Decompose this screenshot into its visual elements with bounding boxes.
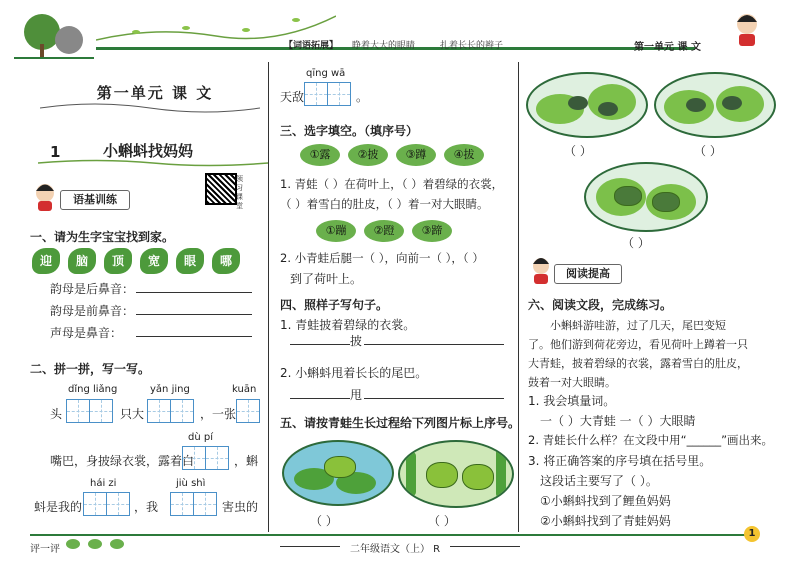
unit-title: 第一单元 课 文 [96,84,214,102]
options-row-2 [316,220,460,242]
pinyin: yǎn jing [150,384,190,395]
footer-book-title: 二年级语文（上） R [350,544,441,555]
writing-grid[interactable] [236,399,260,423]
text: 只大 [120,407,145,421]
section-badge-reading: 阅读提高 [554,264,622,284]
option: ③蹲 [396,144,436,166]
sub-question-1: 1. 我会填量词。 [528,394,616,408]
passage-line: 大青蛙，披着碧绿的衣裳，露着雪白的肚皮， [528,357,748,370]
pinyin: hái zi [90,478,117,489]
char-leaf: 脑 [68,248,96,274]
tadpole-pond-image-1 [526,72,648,138]
footer-rule [280,546,340,547]
answer-line[interactable] [290,344,350,345]
q4-example: 2. 小蝌蚪甩着长长的尾巴。 [280,366,428,380]
column-divider-2 [518,62,519,532]
q3-line: 2. 小青蛙后腿一（ ），向前一（ ），（ ） [280,251,484,265]
pinyin: dǐng liǎng [68,384,118,395]
question-3: 三、选字填空。（填序号） [280,124,419,138]
passage-line: 鼓着一对大眼睛。 [528,376,616,389]
answer-line[interactable] [364,344,504,345]
footer-line [30,534,750,536]
writing-grid[interactable] [304,82,351,106]
header-tag: 【词语拓展】 [284,41,339,51]
q4-fill-word: 甩 [350,388,363,402]
frog-pond-image-3 [584,162,708,232]
tadpole-pond-image-2 [654,72,776,138]
char-leaves [32,248,248,274]
option: ③蹄 [412,220,452,242]
frog-rating-icon[interactable] [110,539,124,549]
frog-rating-icon[interactable] [88,539,102,549]
measure-word-blanks[interactable]: 一（ ）大青蛙 一（ ）大眼睛 [540,414,696,428]
passage-line: 了。他们游到荷花旁边，看见荷叶上蹲着一只 [528,338,748,351]
header-phrase-2: 扎着长长的辫子 [440,41,504,51]
writing-grid[interactable] [83,492,130,516]
column-divider-1 [268,62,269,532]
text: 害虫的 [222,500,259,514]
option: ④拔 [444,144,484,166]
qr-label: 领习课堂 [236,175,243,210]
question-6: 六、阅读文段，完成练习。 [528,298,673,312]
page-number: 1 [744,526,760,542]
q3-line: 到了荷叶上。 [290,272,363,286]
header-phrase-1: 睁着大大的眼睛 [352,41,416,51]
answer-line[interactable] [136,292,252,293]
rating-icons[interactable] [66,538,124,552]
frog-rating-icon[interactable] [66,539,80,549]
pinyin: dù pí [188,432,213,443]
answer-line[interactable] [364,398,504,399]
writing-grid[interactable] [147,399,194,423]
sub-question-3-prompt: 这段话主要写了（ ）。 [540,474,658,488]
header-unit-title: 第一单元 课 文 [634,42,701,53]
char-leaf: 哪 [212,248,240,274]
text: ，一张 [200,407,237,421]
q3-line: 1. 青蛙（ ）在荷叶上，（ ）着碧绿的衣裳， [280,177,504,191]
answer-paren[interactable]: （ ） [310,514,338,528]
q1-line-label: 韵母是后鼻音： [50,282,135,296]
q3-line: （ ）着雪白的肚皮，（ ）着一对大眼睛。 [280,197,489,211]
passage-line: 小蝌蚪游哇游，过了几天，尾巴变短 [550,319,726,332]
q1-line-label: 韵母是前鼻音： [50,304,135,318]
answer-paren[interactable]: （ ） [428,514,456,528]
q1-line-label: 声母是鼻音： [50,326,123,340]
tree-illustration [14,10,94,60]
answer-line[interactable] [136,314,252,315]
choice-b[interactable]: ②小蝌蚪找到了青蛙妈妈 [540,514,671,528]
girl-mascot-icon [528,254,554,286]
option: ②披 [348,144,388,166]
answer-line[interactable] [290,398,350,399]
option: ①露 [300,144,340,166]
answer-line[interactable] [136,336,252,337]
sub-question-2: 2. 青蛙长什么样？在文段中用“______”画出来。 [528,433,774,447]
period: 。 [356,90,369,104]
footer-rate-label: 评一评 [30,544,60,555]
question-2: 二、拼一拼，写一写。 [30,362,151,376]
pinyin: qīng wā [306,68,346,79]
q4-example: 1. 青蛙披着碧绿的衣裳。 [280,318,416,332]
text: 天敌 [280,90,305,104]
options-row-1 [300,144,492,166]
answer-paren[interactable]: （ ） [694,144,722,158]
option: ①蹦 [316,220,356,242]
text: ，我 [134,500,159,514]
answer-paren[interactable]: （ ） [564,144,592,158]
text: 蚪是我的 [34,500,83,514]
text: 嘴巴，身披绿衣裳，露着白 [50,454,195,468]
frog-pond-image-2 [398,440,514,508]
char-leaf: 宽 [140,248,168,274]
sub-question-3: 3. 将正确答案的序号填在括号里。 [528,454,712,468]
section-badge-basics: 语基训练 [60,190,130,210]
text: ，蝌 [234,454,259,468]
girl-mascot-icon [732,8,762,48]
pinyin: kuān [232,384,257,395]
footer-rule [450,546,520,547]
question-4: 四、照样子写句子。 [280,298,389,312]
option: ②蹬 [364,220,404,242]
frog-pond-image-1 [282,440,394,506]
char-leaf: 迎 [32,248,60,274]
choice-a[interactable]: ①小蝌蚪找到了鲤鱼妈妈 [540,494,671,508]
char-leaf: 眼 [176,248,204,274]
text: 头 [50,407,63,421]
writing-grid[interactable] [170,492,217,516]
lesson-title: 小蝌蚪找妈妈 [102,142,193,160]
char-leaf: 顶 [104,248,132,274]
page-header [0,0,790,62]
pinyin: jiù shì [176,478,206,489]
lesson-underline-vine [38,158,268,168]
divider-vine [40,100,260,116]
question-5: 五、请按青蛙生长过程给下列图片标上序号。 [280,416,521,430]
writing-grid[interactable] [182,446,229,470]
girl-mascot-icon [30,180,60,212]
question-1: 一、请为生字宝宝找到家。 [30,230,175,244]
lesson-number: 1 [50,143,61,161]
writing-grid[interactable] [66,399,113,423]
reading-passage [528,316,768,392]
qr-code[interactable] [205,173,237,205]
q4-fill-word: 披 [350,334,363,348]
answer-paren[interactable]: （ ） [622,236,650,250]
